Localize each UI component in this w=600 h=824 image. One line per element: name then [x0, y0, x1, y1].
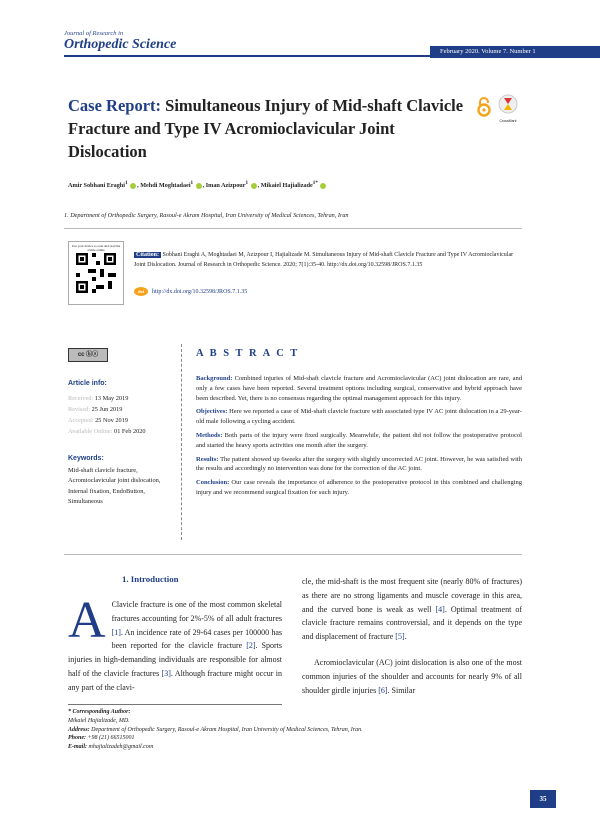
body-text: . Sports injuries in high-demanding individuals are responsible for almost half of the clavicle fractures: [68, 641, 283, 678]
doi-line[interactable]: [134, 287, 247, 296]
abstract-text: Our case reveals the importance of adherence to the postoperative protocol in this combined and challenging injury and we recommend surgical fixation for such injury.: [196, 479, 522, 496]
body-text: Acromioclavicular (AC) joint dislocation is also one of the most common injuries of the shoulder and accounts for nearly 9% of all shoulder girdle injuries: [302, 657, 522, 695]
abstract-label: Methods:: [196, 431, 223, 439]
author-name: Iman Azizpour: [205, 182, 246, 190]
citation-label: Citation:: [136, 252, 159, 258]
online-label: Available Online:: [68, 428, 113, 435]
author-affil: 1: [245, 180, 249, 186]
abstract-body: [196, 374, 522, 502]
revised-label: Revised:: [68, 406, 91, 413]
abstract-text: Combined injuries of Mid-shaft clavicle fracture and Acromioclavicular (AC) joint dislocation are rare, and only a few cases have been reported. Several treatment options including surgical, conservative and hybrid approach have been described. Yet, there is no consensus regarding the optimal management approach for this injury.: [196, 375, 522, 402]
body-text: . Optimal treatment of clavicle fracture remains controversial, and it depends on the type and displacement of fracture: [302, 604, 522, 642]
divider: [64, 228, 522, 229]
body-column-left: [68, 592, 283, 695]
footnote-label: E-mail:: [68, 744, 87, 751]
abstract-text: Here we reported a case of Mid-shaft clavicle fracture with associated type IV AC joint dislocation in a 29-year-old male following a cycling accident.: [196, 408, 522, 426]
affiliation: 1. Department of Orthopedic Surgery, Rasoul-e Akram Hospital, Iran University of Medical Sciences, Tehran, Iran: [64, 212, 349, 219]
body-text: cle, the mid-shaft is the most frequent site (nearly 80% of fractures) as there are no strong ligaments and muscle coverage in this area, and the curved bone is weak as well: [302, 577, 522, 614]
abstract-heading: A B S T R A C T: [196, 348, 300, 359]
header-rule: [64, 55, 432, 57]
body-text: . Although fracture might occur in any part of the clavi-: [68, 668, 282, 692]
body-text: . Similar: [387, 685, 416, 695]
corresponding-author-footnote: [68, 708, 508, 752]
received-label: Received:: [68, 395, 94, 402]
orcid-icon[interactable]: [130, 183, 136, 189]
footnote-phone: +98 (21) 66515001: [86, 735, 135, 742]
divider: [64, 554, 522, 555]
footnote-rule: [68, 704, 282, 705]
article-info: [68, 393, 146, 437]
author-name: Mehdi Moghtadaei: [140, 182, 191, 190]
open-access-icon[interactable]: [476, 97, 492, 117]
crossmark-icon[interactable]: [498, 94, 518, 122]
qr-caption: Use your device to scan and read the article online: [71, 244, 121, 252]
reference-link[interactable]: [5]: [395, 632, 405, 642]
footnote-email[interactable]: mhajializadeh@gmail.com: [87, 744, 154, 751]
article-title-text: Simultaneous Injury of Mid-shaft Clavicle Fracture and Type IV Acromioclavicular Joint Dislocation: [68, 96, 464, 161]
citation-text: Sobhani Eraghi A, Moghtadaei M, Azizpour I, Hajializade M. Simultaneous Injury of Mid-shaft Clavicle Fracture and Type IV Acromioclavicular Joint Dislocation. Journal of Research in Orthopedic Science. 2020; 7(1):35-40. http://dx.doi.org/10.32598/JROS.7.1.35: [134, 252, 514, 268]
footnote-address: Department of Orthopedic Surgery, Rasoul-e Akram Hospital, Iran University of Medical Sciences, Tehran, Iran.: [89, 726, 363, 733]
keywords-heading: Keywords:: [68, 455, 104, 462]
reference-link[interactable]: [3]: [161, 668, 171, 678]
footnote-label: Phone:: [68, 735, 86, 742]
abstract-objectives: [196, 407, 522, 427]
reference-link[interactable]: [1]: [111, 627, 121, 637]
keywords-list: Mid-shaft clavicle fracture, Acromioclavicular joint dislocation, Internal fixation, EndoButton, Simultaneous: [68, 467, 161, 506]
abstract-label: Conclusion:: [196, 479, 230, 487]
article-title: [68, 94, 464, 163]
abstract-results: [196, 455, 522, 475]
drop-cap: A: [68, 592, 106, 649]
received-date: 13 May 2019: [93, 395, 129, 402]
article-info-heading: Article info:: [68, 380, 107, 387]
author-name: Amir Sobhani Eraghi: [68, 182, 125, 190]
doi-link[interactable]: http://dx.doi.org/10.32598/JROS.7.1.35: [152, 288, 248, 295]
accepted-label: Accepted:: [68, 417, 94, 424]
abstract-label: Background:: [196, 375, 233, 382]
abstract-text: Both parts of the injury were fixed surgically. Meanwhile, the patient did not follow the postoperative protocol and started the heavy sports activities one month after the surgery.: [196, 431, 522, 449]
body-text: .: [404, 632, 407, 642]
abstract-conclusion: [196, 478, 522, 498]
body-text: . An incidence rate of 29-64 cases per 100000 has been reported for the clavicle fracture: [111, 627, 282, 651]
introduction-heading: 1. Introduction: [122, 574, 179, 584]
author-affil: 1: [124, 180, 128, 186]
creative-commons-license-icon[interactable]: cc ⓑⓢ: [68, 348, 108, 362]
doi-icon: doi: [134, 287, 148, 296]
crossmark-label: CrossMark: [499, 119, 517, 123]
abstract-label: Objectives:: [196, 408, 228, 416]
journal-name: Orthopedic Science: [64, 37, 177, 52]
abstract-methods: [196, 431, 522, 451]
abstract-text: The patient showed up 6weeks after the surgery with slightly uncorrected AC joint. However, he was satisfied with the results and accordingly no intervention was done for the correction of the AC joint.: [196, 455, 522, 473]
online-date: 01 Feb 2020: [112, 428, 146, 435]
issue-info: February 2020. Volume 7. Number 1: [430, 46, 600, 58]
revised-date: 25 Jun 2019: [90, 406, 123, 413]
footnote-label: Address:: [68, 726, 90, 733]
author-name: Mikaiel Hajializade: [260, 182, 313, 190]
journal-small-label: Journal of Research in: [64, 30, 124, 37]
qr-code-icon: [76, 253, 116, 293]
author-affil: 1*: [312, 180, 318, 186]
qr-code-box[interactable]: [68, 241, 124, 305]
article-type-label: Case Report:: [68, 96, 162, 115]
orcid-icon[interactable]: [251, 183, 257, 189]
accepted-date: 25 Nov 2019: [93, 417, 128, 424]
column-divider: [181, 344, 182, 540]
reference-link[interactable]: [2]: [246, 641, 256, 651]
footnote-label: * Corresponding Author:: [68, 709, 131, 715]
reference-link[interactable]: [6]: [378, 685, 388, 695]
abstract-background: [196, 374, 522, 403]
author-affil: 1: [190, 180, 194, 186]
orcid-icon[interactable]: [320, 183, 326, 189]
orcid-icon[interactable]: [196, 183, 202, 189]
body-column-right: [302, 575, 522, 697]
author-list: Amir Sobhani Eraghi$^1$ , Mehdi Moghtadaei$^1$ , Iman Azizpour$^1$ , Mikaiel Hajializade$^{1*}$: [68, 180, 518, 189]
footnote-name: Mikaiel Hajializade, MD.: [68, 717, 130, 724]
abstract-label: Results:: [196, 455, 219, 463]
reference-link[interactable]: [4]: [435, 604, 445, 614]
page-number: 35: [530, 790, 556, 808]
body-text: Clavicle fracture is one of the most common skeletal fractures accounting for 2%-5% of all adult fractures: [111, 600, 282, 623]
